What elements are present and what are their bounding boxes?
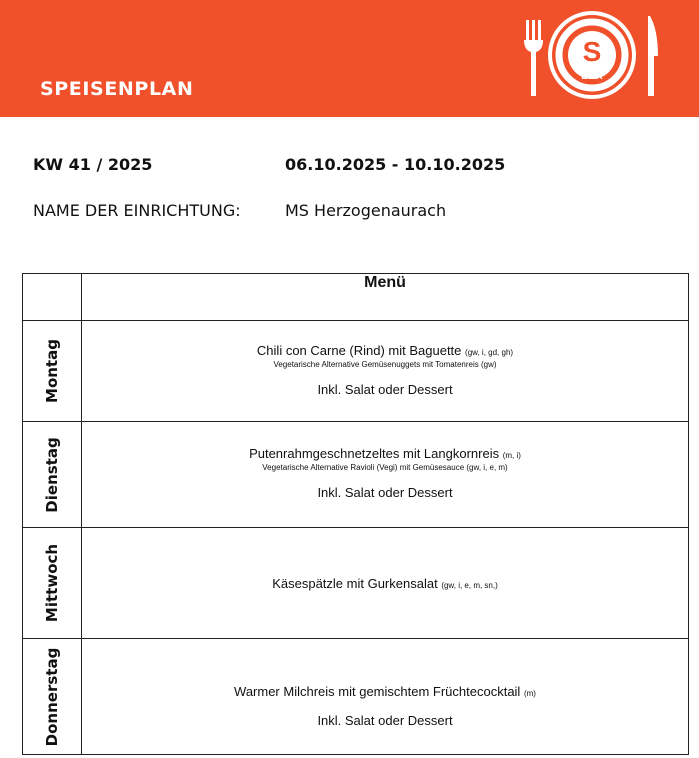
day-name: Montag <box>43 339 61 403</box>
dish-allergens: (m, i) <box>502 451 521 460</box>
dish-main: Warmer Milchreis mit gemischtem Früchtecocktail (m) <box>234 684 536 699</box>
table-row <box>23 422 689 528</box>
menu-table <box>22 273 689 755</box>
dish-cell <box>82 321 689 422</box>
week-number: KW 41 / 2025 <box>33 155 153 174</box>
s-bar-logo-icon <box>512 6 672 106</box>
day-cell <box>23 321 82 422</box>
veg-alternative: Vegetarische Alternative Ravioli (Vegi) mit Gemüsesauce (gw, i, e, m) <box>262 463 508 472</box>
dish-cell <box>82 639 689 755</box>
day-name: Dienstag <box>43 436 61 513</box>
dish-main: Käsespätzle mit Gurkensalat (gw, i, e, m, sn,) <box>272 575 498 591</box>
dish-allergens: (gw, i, gd, gh) <box>465 348 514 357</box>
dish-main: Chili con Carne (Rind) mit Baguette (gw, i, gd, gh) <box>256 343 514 358</box>
page-title: SPEISENPLAN <box>40 78 194 100</box>
veg-alternative: Vegetarische Alternative Gemüsenuggets mit Tomatenreis (gw) <box>273 360 497 369</box>
day-name: Mittwoch <box>43 543 61 623</box>
dish-extra: Inkl. Salat oder Dessert <box>317 382 453 397</box>
facility-name: MS Herzogenaurach <box>285 201 447 220</box>
day-name: Donnerstag <box>43 647 61 746</box>
dish-cell <box>82 528 689 639</box>
corner-cell <box>23 274 82 321</box>
logo-word: BAR <box>581 71 603 82</box>
day-cell <box>23 528 82 639</box>
dish-cell <box>82 422 689 528</box>
logo-letter: S <box>582 36 602 67</box>
date-range: 06.10.2025 - 10.10.2025 <box>285 155 506 174</box>
day-cell <box>23 422 82 528</box>
dish-allergens: (gw, i, e, m, sn,) <box>441 580 498 590</box>
dish-extra: Inkl. Salat oder Dessert <box>317 485 453 500</box>
table-row <box>23 321 689 422</box>
table-row <box>23 528 689 639</box>
table-row <box>23 639 689 755</box>
day-cell <box>23 639 82 755</box>
table-header-row <box>23 274 689 321</box>
header-banner <box>0 0 699 117</box>
dish-allergens: (m) <box>523 689 536 698</box>
menu-header: Menü <box>82 274 689 321</box>
dish-extra: Inkl. Salat oder Dessert <box>317 713 453 728</box>
dish-main: Putenrahmgeschnetzeltes mit Langkornreis (m, i) <box>249 446 521 461</box>
facility-label: NAME DER EINRICHTUNG: <box>33 201 241 220</box>
